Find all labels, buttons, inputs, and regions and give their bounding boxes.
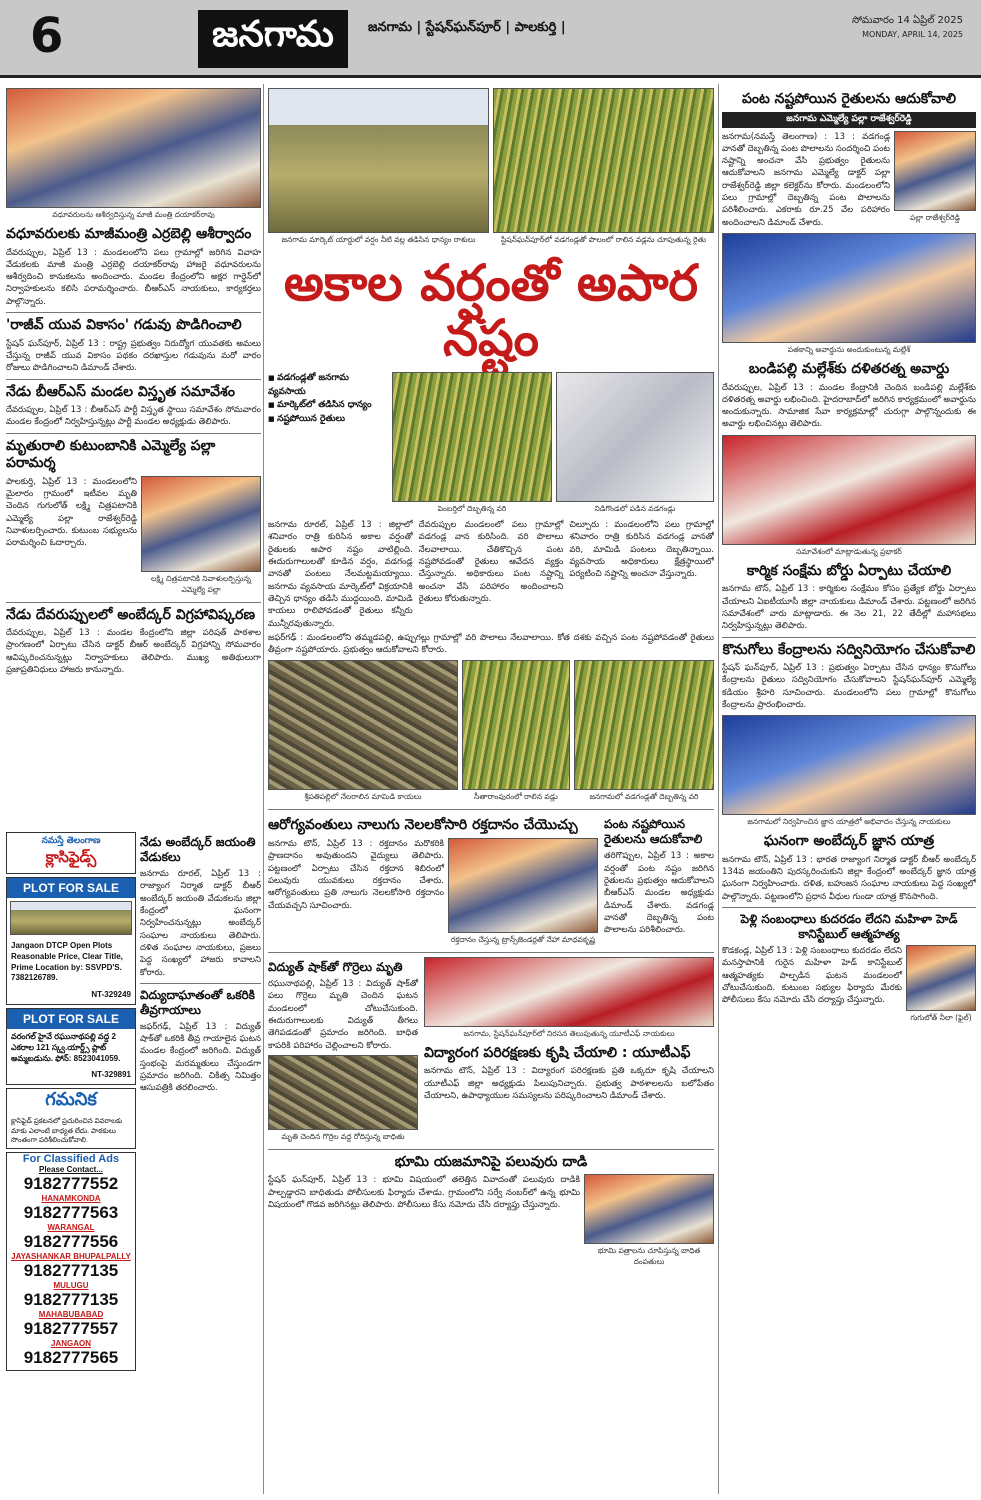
- story-body: తరిగొప్పుల, ఏప్రిల్ 13 : అకాల వర్షంతో పంట నష్టం జరిగిన రైతులను ప్రభుత్వం ఆదుకోవాలని బీఆర్‌ఎస్ మండల అధ్యక్షుడు డిమాండ్ చేశారు. వడగండ్ల వానతో దెబ్బతిన్న పంట పొలాలను పరిశీలించారు.: [604, 851, 714, 936]
- contact-place: WARANGAL: [47, 1223, 95, 1233]
- story-headline: నేడు బీఆర్‌ఎస్ మండల విస్తృత సమావేశం: [6, 383, 235, 400]
- contact-entry: [7, 1319, 135, 1348]
- ad-code: NT-329891: [91, 1070, 131, 1080]
- constable-photo: [906, 945, 976, 1011]
- divider: [268, 1149, 714, 1150]
- contact-place: JANGAON: [50, 1339, 91, 1349]
- sheep-photo: [268, 1055, 418, 1130]
- photo-caption: జనగామలో వడగండ్లతో దెబ్బతిన్న వరి: [589, 792, 699, 802]
- photo-caption: భూమి పత్రాలను చూపిస్తున్న బాధిత దంపతులు: [597, 1246, 701, 1267]
- brand-name: నమస్తే తెలంగాణ: [41, 836, 101, 846]
- divider: [268, 952, 714, 953]
- story-body: పాలకుర్తి, ఏప్రిల్ 13 : మండలంలోని మైలారం గ్రామంలో ఇటీవల మృతి చెందిన గుగులోత్ లక్ష్మి చిత్రపటానికి ఎమ్మెల్యే పల్లా రాజేశ్వర్‌రెడ్డి నివాళులర్పించారు. కుటుంబ సభ్యులను పరామర్శించి ఓదార్చారు.: [6, 476, 137, 549]
- right-column: [722, 88, 976, 1492]
- aituc-meeting-photo: [722, 435, 976, 545]
- contact-phone: 9182777557: [23, 1319, 119, 1339]
- story-body: జనగామ టౌన్, ఏప్రిల్ 13 : భారత రాజ్యాంగ నిర్మాత డాక్టర్ బీఆర్ అంబేద్కర్ 134వ జయంతిని పురస్కరించుకుని జిల్లా కేంద్రంలో అంబేద్కర్ జ్ఞాన యాత్ర ఘనంగా నిర్వహించారు. దళిత, బహుజన సంఘాల నాయకులు పెద్ద సంఖ్యలో పాల్గొన్నారు. పట్టణంలోని ప్రధాన వీధుల గుండా యాత్ర కొనసాగింది.: [722, 854, 976, 902]
- paddy-photo: [392, 372, 552, 502]
- story-headline: పెళ్లి సంబంధాలు కుదరడం లేదని మహిళా హెడ్ కానిస్టేబుల్ ఆత్మహత్య: [740, 912, 958, 941]
- classified-ads: [6, 832, 136, 1492]
- divider: [6, 379, 261, 380]
- story-headline: వధూవరులకు మాజీమంత్రి ఎర్రబెల్లి ఆశీర్వాదం: [6, 226, 252, 242]
- story-headline: విద్యుత్ షాక్‌తో గొర్రెలు మృతి: [268, 959, 403, 974]
- divider: [140, 983, 261, 984]
- divider: [6, 602, 261, 603]
- story-subhead: జనగామ ఎమ్మెల్యే పల్లా రాజేశ్వర్‌రెడ్డి: [722, 112, 976, 128]
- center-column: [268, 88, 714, 1492]
- award-photo: [722, 233, 976, 343]
- photo-caption: సమావేశంలో మాట్లాడుతున్న ప్రభాకర్: [796, 546, 902, 556]
- photo-caption: పతకాన్ని అవార్డును అందుకుంటున్న మల్లేశ్: [787, 345, 911, 354]
- story-headline: పంట నష్టపోయిన రైతులను ఆదుకోవాలి: [741, 91, 957, 107]
- column-rule-right: [718, 84, 719, 1494]
- story-body: రఘునాథపల్లి, ఏప్రిల్ 13 : విద్యుత్ షాక్‌తో పలు గొర్రెలు మృతి చెందిన ఘటన మండలంలో చోటుచేసుకుంది. ఈదురుగాలులకు విద్యుత్ తీగలు తెగిపడడంతో ప్రమాదం జరిగింది. బాధిత కాపరికి పరిహారం చెల్లించాలని కోరారు.: [268, 978, 418, 1051]
- contact-phone: 9182777563: [23, 1203, 119, 1223]
- contact-phone: 9182777135: [23, 1261, 119, 1281]
- contact-place: JAYASHANKAR BHUPALPALLY: [11, 1252, 131, 1262]
- headline-bullets: [268, 372, 388, 517]
- photo-caption: సీతారాంపురంలో రాలిన వడ్లు: [474, 792, 558, 802]
- damaged-paddy-photo: [574, 660, 714, 790]
- contact-phone: 9182777135: [23, 1290, 119, 1310]
- masthead: [0, 0, 981, 78]
- mango-photo: [268, 660, 458, 790]
- classifieds-title: క్లాసిఫైడ్స్: [45, 848, 97, 866]
- divider: [6, 433, 261, 434]
- main-story-body: దేవరుప్పుల మండలంలో పలు గ్రామాల్లో వడగండ్ల వాన కురిసింది. వరి పొలాలు నేలవాలాయి. చేతికొచ్చిన పంట నష్టపోవడంతో రైతులు ఆవేదన వ్యక్తం చేస్తున్నారు. అధికారులు పంట నష్టాన్ని అంచనా వేసి పరిహారం అందించాలని రైతులు కోరుతున్నారు.: [418, 520, 564, 604]
- story-headline: కార్మిక సంక్షేమ బోర్డు ఏర్పాటు చేయాలి: [746, 562, 952, 579]
- notice-text: క్లాసిఫైడ్ ప్రకటనలో ప్రచురించిన వివరాలకు మాకు ఎలాంటి బాధ్యత లేదు. పాఠకులు సొంతంగా పరిశీలించుకోవాలి.: [11, 1118, 123, 1145]
- photo-caption: స్టేషన్‌ఘన్‌పూర్‌లో వడగండ్లతో పొలంలో రాలిన వడ్లను చూపుతున్న రైతు: [500, 235, 707, 244]
- story-body: స్టేషన్ ఘన్‌పూర్, ఏప్రిల్ 13 : ప్రభుత్వం ఏర్పాటు చేసిన ధాన్యం కొనుగోలు కేంద్రాలను రైతులు సద్వినియోగం చేసుకోవాలని స్టేషన్‌ఘన్‌పూర్ ఎమ్మెల్యే కడియం శ్రీహరి సూచించారు. మండలంలోని పలు గ్రామాల్లో కొనుగోలు కేంద్రాలను ప్రారంభించారు.: [722, 663, 976, 710]
- date-english: MONDAY, APRIL 14, 2025: [862, 30, 963, 39]
- date-telugu: సోమవారం 14 ఏప్రిల్ 2025: [852, 15, 963, 26]
- contacts-sub: Please Contact...: [38, 1165, 104, 1175]
- classified-contacts: [6, 1152, 136, 1371]
- story-body: జనగామ టౌన్, ఏప్రిల్ 13 : కార్మికుల సంక్షేమం కోసం ప్రత్యేక బోర్డు ఏర్పాటు చేయాలని ఏఐటీయూసీ జిల్లా నాయకులు డిమాండ్ చేశారు. పట్టణంలో జరిగిన సమావేశంలో వారు మాట్లాడారు. ఈ నెల 21, 22 తేదీల్లో మహాసభలు నిర్వహిస్తున్నట్లు తెలిపారు.: [722, 584, 976, 632]
- contact-entry: [7, 1348, 135, 1368]
- tribute-caption: లక్ష్మి చిత్రపటానికి నివాళులర్పిస్తున్న ఎమ్మెల్యే పల్లా: [151, 573, 251, 594]
- photo-caption: పెంబర్తిలో దెబ్బతిన్న వరి: [437, 504, 507, 513]
- contact-entry: [7, 1261, 135, 1290]
- plot-ad-2: [6, 1008, 136, 1085]
- story-headline: భూమి యజమానిపై పలువురు దాడి: [394, 1153, 588, 1170]
- market-photo: [268, 88, 489, 233]
- main-headline: అకాల వర్షంతో అపార నష్టం: [283, 254, 699, 367]
- contact-entry: [7, 1203, 135, 1232]
- story-headline: నేడు అంబేద్కర్ జయంతి వేడుకలు: [140, 835, 256, 864]
- photo-caption: రక్తదానం చేస్తున్న ట్రాన్స్‌జెండర్లతో నేహా మాధవకృష్ణ: [450, 934, 596, 944]
- contact-entry: [7, 1290, 135, 1319]
- bullet-item: ■ వడగండ్లతో జనగామ వ్యవసాయ: [268, 372, 388, 399]
- contact-entry: [7, 1174, 135, 1203]
- photo-caption: జనగామ మార్కెట్ యార్డులో వర్షం నీటి వల్ల తడిసిన ధాన్యం రాశులు: [281, 235, 476, 244]
- photo-caption: జనగామలో నిర్వహించిన జ్ఞాన యాత్రలో అభివాదం చేస్తున్న నాయకులు: [747, 817, 951, 827]
- story-body: జనగామ(నమస్తే తెలంగాణ) : 13 : వడగండ్ల వానతో దెబ్బతిన్న పంట పొలాలను సందర్శించి పంట నష్టాన్ని అంచనా వేసి ప్రభుత్వం రైతులను ఆదుకోవాలని జనగామ ఎమ్మెల్యే డాక్టర్ పల్లా రాజేశ్వర్‌రెడ్డి జిల్లా కలెక్టర్‌ను కోరారు. మండలంలోని పలు గ్రామాల్లో దెబ్బతిన్న పంట పొలాలను పరిశీలించారు. ఎకరాకు రూ.25 వేల పరిహారం అందించాలని డిమాండ్ చేశారు.: [722, 131, 890, 228]
- yatra-photo: [722, 715, 976, 815]
- notice-box: [6, 1088, 136, 1149]
- photo-caption: జనగామ, స్టేషన్‌ఘన్‌పూర్‌లో నిరసన తెలుపుతున్న యూటీఎఫ్ నాయకులు: [463, 1028, 675, 1038]
- story-headline: బండిపల్లి మల్లేశ్‌కు దళితరత్న అవార్డు: [748, 361, 950, 377]
- hail-photo: [556, 372, 714, 502]
- edition-name: జనగామ: [198, 10, 348, 68]
- ad-code: NT-329249: [91, 990, 131, 1000]
- wedding-caption: వధూవరులను ఆశీర్వదిస్తున్న మాజీ మంత్రి దయాకర్‌రావు: [52, 210, 215, 219]
- classified-banner: [6, 832, 136, 874]
- contact-place: MAHABUBABAD: [38, 1310, 104, 1320]
- story-headline: ఆరోగ్యవంతులు నాలుగు నెలలకోసారి రక్తదానం చేయొచ్చు: [268, 817, 578, 834]
- story-headline: మృతురాలి కుటుంబానికి ఎమ్మెల్యే పల్లా పరామర్శ: [6, 437, 216, 472]
- photo-caption: మృతి చెందిన గొర్రెల వద్ద రోదిస్తున్న బాధితు: [281, 1131, 405, 1141]
- story-headline: నేడు దేవరుప్పులలో అంబేద్కర్ విగ్రహావిష్కరణ: [6, 606, 256, 623]
- paddy-fallen-photo: [462, 660, 570, 790]
- main-story-body: చిల్పూరు : మండలంలోని పలు గ్రామాల్లో శనివారం రాత్రి కురిసిన వడగండ్ల వానతో వరి, మామిడి పంటలు దెబ్బతిన్నాయి. వ్యవసాయ అధికారులు క్షేత్రస్థాయిలో పర్యటించి నష్టాన్ని అంచనా వేస్తున్నారు.: [569, 520, 714, 580]
- contacts-heading: For Classified Ads: [22, 1153, 120, 1166]
- edition-districts: జనగామ | స్టేషన్‌ఘన్‌పూర్ | పాలకుర్తి |: [368, 20, 566, 35]
- left-lower-stories: [140, 832, 261, 1492]
- story-body: జనగామ రూరల్, ఏప్రిల్ 13 : రాజ్యాంగ నిర్మాత డాక్టర్ బీఆర్ అంబేద్కర్ జయంతి వేడుకలను జిల్లా కేంద్రంలో ఘనంగా నిర్వహించనున్నట్లు అంబేద్కర్ సంఘాల నాయకులు తెలిపారు. దళిత సంఘాల నాయకులు, ప్రజలు పెద్ద సంఖ్యలో హాజరు కావాలని కోరారు.: [140, 869, 261, 978]
- column-rule-left: [263, 84, 264, 1494]
- left-column-stories: [6, 88, 261, 828]
- contact-phone: 9182777552: [23, 1174, 119, 1194]
- story-headline: విద్యుదాఘాతంతో ఒకరికి తీవ్రగాయాలు: [140, 987, 255, 1017]
- contact-entry: [7, 1232, 135, 1261]
- contact-place: MULUGU: [53, 1281, 89, 1291]
- plot-ad-1: [6, 877, 136, 1005]
- divider: [722, 637, 976, 638]
- story-headline: 'రాజీవ్ యువ వికాసం' గడువు పొడిగించాలి: [6, 317, 242, 334]
- land-owner-photo: [584, 1174, 714, 1244]
- notice-heading: గమనిక: [45, 1089, 97, 1111]
- photo-caption: శ్రీపతిపల్లిలో నేలరాలిన మామిడి కాయలు: [304, 792, 422, 802]
- divider: [268, 809, 714, 810]
- wedding-photo: [6, 88, 261, 208]
- story-headline: పంట నష్టపోయిన రైతులను ఆదుకోవాలి: [604, 817, 703, 847]
- photo-caption: పల్లా రాజేశ్వర్‌రెడ్డి: [910, 212, 960, 222]
- photo-caption: గుగులోత్ నీలా (ఫైల్): [910, 1013, 972, 1022]
- main-story-body: జఫర్‌గఢ్ : మండలంలోని తమ్మడపల్లి, ఉప్పుగల్లు గ్రామాల్లో వరి పొలాలు నేలవాలాయి. కోత దశకు వచ్చిన పంట నష్టపోవడంతో రైతులు తీవ్రంగా నష్టపోయారు. ప్రభుత్వం ఆదుకోవాలని కోరారు.: [268, 632, 714, 656]
- page-number: 6: [30, 8, 64, 64]
- story-headline: ఘనంగా అంబేద్కర్ జ్ఞాన యాత్ర: [763, 833, 935, 850]
- divider: [722, 907, 976, 908]
- utf-protest-photo: [424, 957, 714, 1027]
- story-body: జనగామ టౌన్, ఏప్రిల్ 13 : రక్తదానం మరొకరికి ప్రాణదానం అవుతుందని వైద్యులు తెలిపారు. పట్టణంలో ఏర్పాటు చేసిన రక్తదాన శిబిరంలో పలువురు యువకులు రక్తదానం చేశారు. ఆరోగ్యవంతులు ప్రతి నాలుగు నెలలకోసారి రక్తదానం చేయవచ్చని సూచించారు.: [268, 838, 444, 911]
- divider: [6, 312, 261, 313]
- bullet-item: ■ నష్టపోయిన రైతులు: [268, 413, 388, 427]
- story-body: కొడకండ్ల, ఏప్రిల్ 13 : పెళ్లి సంబంధాలు కుదరడం లేదని మనస్తాపానికి గురైన మహిళా హెడ్ కానిస్టేబుల్ ఆత్మహత్యకు పాల్పడిన ఘటన మండలంలో చోటుచేసుకుంది. కుటుంబ సభ్యుల ఫిర్యాదు మేరకు పోలీసులు కేసు నమోదు చేసి దర్యాప్తు చేస్తున్నారు.: [722, 946, 902, 1006]
- story-body: దేవరుప్పుల, ఏప్రిల్ 13 : మండలంలోని పలు గ్రామాల్లో జరిగిన వివాహ వేడుకలకు మాజీ మంత్రి ఎర్రబెల్లి దయాకర్‌రావు హాజరై వధూవరులను ఆశీర్వదించి కానుకలను అందించారు. మండల కేంద్రంలోని అక్షర గార్డెన్‌లో నిర్వాహకులను కలిసి పరామర్శించారు. బీఆర్‌ఎస్ నాయకులు, కార్యకర్తలు పాల్గొన్నారు.: [6, 247, 261, 307]
- contact-phone: 9182777565: [23, 1348, 119, 1368]
- story-body: దేవరుప్పుల, ఏప్రిల్ 13 : బీఆర్‌ఎస్ పార్టీ విస్తృత స్థాయి సమావేశం సోమవారం మండల కేంద్రంలో నిర్వహిస్తున్నట్లు పార్టీ మండల అధ్యక్షుడు తెలిపారు.: [6, 405, 261, 428]
- main-story-body: జనగామ రూరల్, ఏప్రిల్ 13 : జిల్లాలో శనివారం రాత్రి కురిసిన అకాల వర్షంతో రైతులకు అపార నష్టం వాటిల్లింది. ఈదురుగాలులతో కూడిన వర్షం, వడగండ్ల వానతో పంటలు నేలమట్టమయ్యాయి. జనగామ వ్యవసాయ మార్కెట్‌లో విక్రయానికి తెచ్చిన ధాన్యం తడిసి ముద్దయింది. మామిడి కాయలు రాలిపోవడంతో రైతులు కన్నీరు మున్నీరవుతున్నారు.: [268, 520, 413, 629]
- story-body: స్టేషన్ ఘన్‌పూర్, ఏప్రిల్ 13 : రాష్ట్ర ప్రభుత్వం నిరుద్యోగ యువతకు అమలు చేస్తున్న రాజీవ్ యువ వికాసం పథకం దరఖాస్తుల గడువును మరో వారం రోజులు పొడిగించాలని డిమాండ్ చేశారు.: [6, 338, 261, 374]
- story-body: దేవరుప్పుల, ఏప్రిల్ 13 : మండల కేంద్రంలోని జిల్లా పరిషత్ పాఠశాల ప్రాంగణంలో ఏర్పాటు చేసిన డాక్టర్ బీఆర్ అంబేద్కర్ విగ్రహాన్ని సోమవారం ఆవిష్కరించనున్నట్లు నిర్వాహకులు తెలిపారు. ముఖ్య అతిథులుగా ప్రజాప్రతినిధులు హాజరు కానున్నారు.: [6, 628, 261, 676]
- photo-caption: నిడిగొండలో పడిన వడగండ్లు: [594, 504, 676, 513]
- mla-photo: [894, 131, 976, 211]
- ad-text: వరంగల్ హైవే రఘునాథపల్లి వద్ద 2 ఎకరాల 121 స్క్వ.యార్డ్స్ ప్లాట్ అమ్మబడును. ఫోన్: 8523041059.: [11, 1031, 121, 1063]
- story-headline: కొనుగోలు కేంద్రాలను సద్వినియోగం చేసుకోవాలి: [722, 641, 976, 658]
- story-body: స్టేషన్ ఘన్‌పూర్, ఏప్రిల్ 13 : భూమి విషయంలో తలెత్తిన వివాదంతో పలువురు దాడికి పాల్పడ్డారని బాధితుడు పోలీసులకు ఫిర్యాదు చేశాడు. గ్రామంలోని సర్వే నంబర్‌లో ఉన్న భూమి విషయంలో గొడవ జరిగినట్లు తెలిపారు. పోలీసులు కేసు నమోదు చేసి దర్యాప్తు చేస్తున్నారు.: [268, 1175, 580, 1210]
- ad-text: Jangaon DTCP Open Plots Reasonable Price, Clear Title, Prime Location by: SSVPD'S. 7382126789.: [11, 941, 123, 983]
- story-headline: విద్యారంగ పరిరక్షణకు కృషి చేయాలి : యూటీఎఫ్: [424, 1044, 691, 1061]
- blood-donation-photo: [448, 838, 598, 933]
- plot-image: [10, 901, 132, 935]
- story-body: దేవరుప్పుల, ఏప్రిల్ 13 : మండల కేంద్రానికి చెందిన బండిపల్లి మల్లేశ్‌కు దళితరత్న అవార్డు లభించింది. హైదరాబాద్‌లో జరిగిన కార్యక్రమంలో అవార్డును అందుకున్నారు. సామాజిక సేవా కార్యక్రమాల్లో చురుగ్గా పాల్గొన్నందుకు ఈ అవార్డు లభించినట్లు తెలిపారు.: [722, 382, 976, 430]
- ad-heading: PLOT FOR SALE: [7, 1009, 135, 1029]
- farmer-photo: [493, 88, 714, 233]
- bullet-item: ■ మార్కెట్‌లో తడిసిన ధాన్యం: [268, 399, 388, 413]
- contact-phone: 9182777556: [23, 1232, 119, 1252]
- ad-heading: PLOT FOR SALE: [7, 878, 135, 898]
- story-body: జఫర్‌గఢ్, ఏప్రిల్ 13 : విద్యుత్ షాక్‌తో ఒకరికి తీవ్ర గాయాలైన ఘటన మండల కేంద్రంలో జరిగింది. విద్యుత్ స్తంభంపై మరమ్మతులు చేస్తుండగా ప్రమాదం జరిగింది. చికిత్స నిమిత్తం ఆసుపత్రికి తరలించారు.: [140, 1021, 261, 1094]
- tribute-photo: [141, 476, 261, 572]
- story-body: జనగామ టౌన్, ఏప్రిల్ 13 : విద్యారంగ పరిరక్షణకు ప్రతి ఒక్కరూ కృషి చేయాలని యూటీఎఫ్ జిల్లా అధ్యక్షుడు పిలుపునిచ్చారు. ప్రభుత్వ పాఠశాలలను బలోపేతం చేయాలని, ఉపాధ్యాయుల సమస్యలను పరిష్కరించాలని డిమాండ్ చేశారు.: [424, 1066, 714, 1102]
- contact-place: HANAMKONDA: [41, 1194, 101, 1204]
